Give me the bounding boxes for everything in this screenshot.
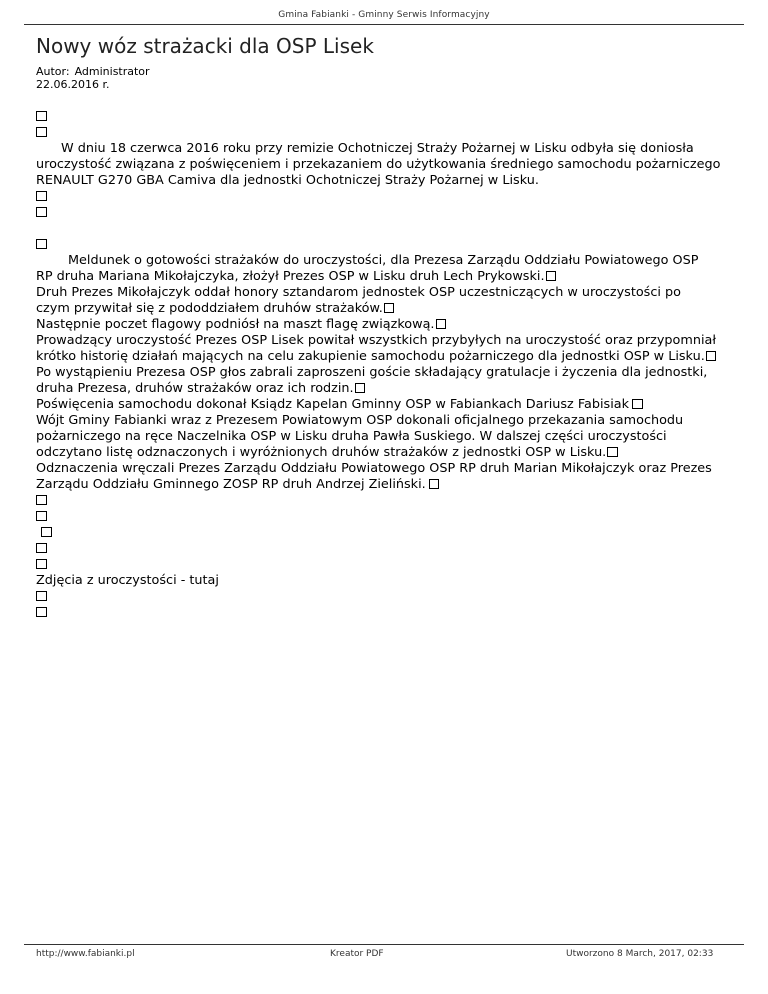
placeholder-box-row <box>36 189 736 205</box>
body-line <box>36 349 736 365</box>
body-line <box>36 269 736 285</box>
missing-glyph-icon <box>429 479 440 490</box>
body-line: Wójt Gminy Fabianki wraz z Prezesem Powiatowym OSP dokonali oficjalnego przekazania samochodu <box>36 413 684 428</box>
placeholder-box-row <box>36 525 736 541</box>
body-line: pożarniczego na ręce Naczelnika OSP w Lisku druha Pawła Suskiego. W dalszej części uroczystości <box>36 429 667 444</box>
body-line-text: czym przywitał się z pododdziałem druhów strażaków. <box>36 301 383 316</box>
footer-created-date: Utworzono 8 March, 2017, 02:33 <box>566 949 714 959</box>
article-title: Nowy wóz strażacki dla OSP Lisek <box>36 34 374 58</box>
placeholder-box-row <box>36 237 736 253</box>
body-line-text: Zarządu Oddziału Gminnego ZOSP RP druh Andrzej Zieliński. <box>36 477 426 492</box>
intro-line: uroczystość związana z poświęceniem i przekazaniem do użytkowania średniego samochodu pożarniczego <box>36 157 721 172</box>
missing-glyph-icon <box>36 239 47 250</box>
placeholder-box-row <box>36 109 736 125</box>
body-line: Meldunek o gotowości strażaków do uroczystości, dla Prezesa Zarządu Oddziału Powiatowego OSP <box>68 253 699 268</box>
body-line: Prowadzący uroczystość Prezes OSP Lisek powitał wszystkich przybyłych na uroczystość oraz przypomniał <box>36 333 716 348</box>
missing-glyph-icon <box>36 111 47 122</box>
missing-glyph-icon <box>36 127 47 138</box>
missing-glyph-icon <box>36 495 47 506</box>
placeholder-box-row <box>36 541 736 557</box>
placeholder-box-row <box>36 125 736 141</box>
missing-glyph-icon <box>436 319 447 330</box>
site-header-title: Gmina Fabianki - Gminny Serwis Informacyjny <box>278 10 490 20</box>
body-line-text: Poświęcenia samochodu dokonał Ksiądz Kapelan Gminny OSP w Fabiankach Dariusz Fabisiak <box>36 397 630 412</box>
placeholder-box-row <box>36 205 736 221</box>
article-body <box>36 109 736 621</box>
body-line: Po wystąpieniu Prezesa OSP głos zabrali zaproszeni goście składający gratulacje i życzenia dla jednostki, <box>36 365 708 380</box>
missing-glyph-icon <box>384 303 395 314</box>
body-line <box>36 317 736 333</box>
placeholder-box-row <box>36 605 736 621</box>
body-line: Druh Prezes Mikołajczyk oddał honory sztandarom jednostek OSP uczestniczących w uroczystości po <box>36 285 681 300</box>
body-line-text: RP druha Mariana Mikołajczyka, złożył Prezes OSP w Lisku druh Lech Prykowski. <box>36 269 545 284</box>
body-line <box>36 381 736 397</box>
missing-glyph-icon <box>41 527 52 538</box>
article-date: 22.06.2016 r. <box>36 78 110 91</box>
body-line: Odznaczenia wręczali Prezes Zarządu Oddziału Powiatowego OSP RP druh Marian Mikołajczyk oraz Prezes <box>36 461 712 476</box>
body-line-text: odczytano listę odznaczonych i wyróżnionych druhów strażaków z jednostki OSP w Lisku. <box>36 445 607 460</box>
body-line-text: Następnie poczet flagowy podniósł na maszt flagę związkową. <box>36 317 435 332</box>
missing-glyph-icon <box>36 559 47 570</box>
body-line <box>36 397 736 413</box>
body-line-text: druha Prezesa, druhów strażaków oraz ich rodzin. <box>36 381 354 396</box>
placeholder-box-row <box>36 509 736 525</box>
header-divider <box>24 24 744 25</box>
photos-link[interactable]: Zdjęcia z uroczystości - tutaj <box>36 573 219 588</box>
missing-glyph-icon <box>36 191 47 202</box>
missing-glyph-icon <box>36 591 47 602</box>
body-line <box>36 445 736 461</box>
missing-glyph-icon <box>355 383 366 394</box>
article-meta <box>36 65 150 91</box>
missing-glyph-icon <box>607 447 618 458</box>
body-line-text: krótko historię działań mających na celu zakupienie samochodu pożarniczego dla jednostki OSP w Lisku. <box>36 349 705 364</box>
footer-url[interactable]: http://www.fabianki.pl <box>36 949 135 959</box>
placeholder-box-row <box>36 493 736 509</box>
author-name: Administrator <box>74 65 150 78</box>
missing-glyph-icon <box>36 207 47 218</box>
footer-divider <box>24 944 744 945</box>
missing-glyph-icon <box>706 351 717 362</box>
missing-glyph-icon <box>36 511 47 522</box>
missing-glyph-icon <box>632 399 643 410</box>
author-label: Autor: <box>36 65 70 78</box>
placeholder-box-row <box>36 589 736 605</box>
body-line <box>36 301 736 317</box>
missing-glyph-icon <box>546 271 557 282</box>
footer-generator: Kreator PDF <box>330 949 384 959</box>
intro-line: RENAULT G270 GBA Camiva dla jednostki Ochotniczej Straży Pożarnej w Lisku. <box>36 173 539 188</box>
body-line <box>36 477 736 493</box>
missing-glyph-icon <box>36 607 47 618</box>
missing-glyph-icon <box>36 543 47 554</box>
paragraph-spacer <box>36 221 736 237</box>
placeholder-box-row <box>36 557 736 573</box>
author-line <box>36 65 150 78</box>
intro-line: W dniu 18 czerwca 2016 roku przy remizie Ochotniczej Straży Pożarnej w Lisku odbyła się doniosła <box>61 141 694 156</box>
